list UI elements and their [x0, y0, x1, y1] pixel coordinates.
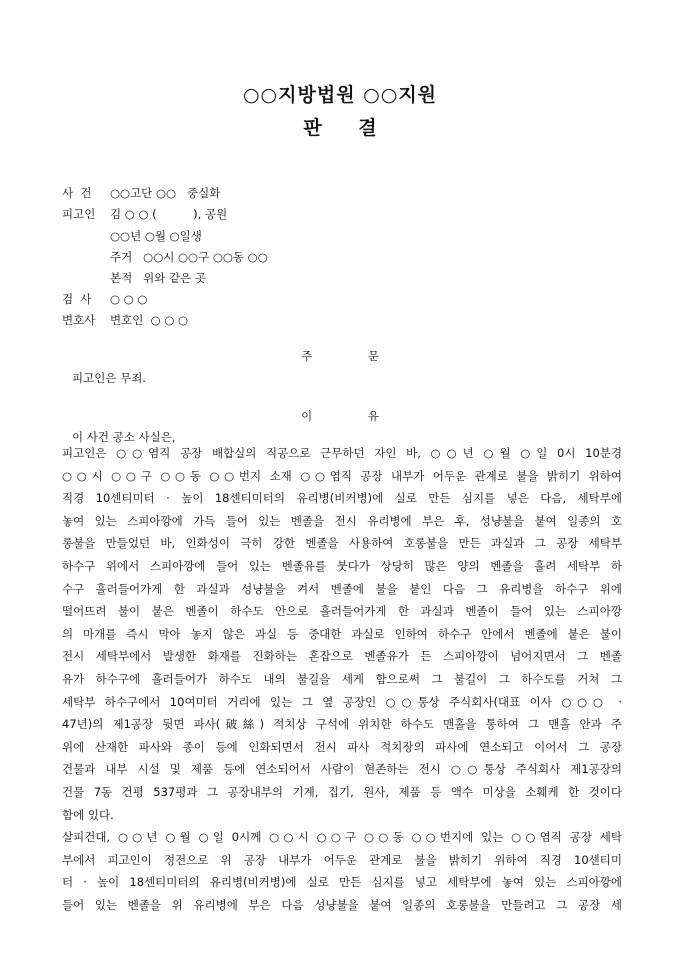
paragraph-line: 피고인은 ○○염직 공장 배합실의 직공으로 근무하던 자인 바, ○○년 ○월 ○일 0시 10분경 [62, 446, 622, 460]
defendant-address: 주거 ○○시 ○○구 ○○동 ○○ [110, 250, 268, 264]
defendant-row [62, 205, 227, 223]
paragraph-line: 하수구 위에서 스피아깡에 들어 있는 벤졸유를 붓다가 상당히 많은 양의 벤졸을 흘려 세탁부 하 [62, 558, 622, 573]
defendant-domicile: 본적 위와 같은 곳 [110, 271, 207, 285]
paragraph-line: 위에 산재한 파사와 종이 등에 인화되면서 전시 파사 적치장의 파사에 연소되고 이어서 그 공장 [62, 739, 622, 754]
lawyer-row [62, 311, 188, 329]
paragraph-line: 함에 있다. [62, 807, 114, 822]
prosecutor-label: 검 사 [62, 292, 92, 306]
defendant-label: 피고인 [62, 207, 96, 221]
paragraph-line: 롱불을 만들었던 바, 인화성이 극히 강한 벤졸을 사용하여 호롱불을 만든 과실과 그 공장 세탁부 [62, 536, 622, 551]
paragraph-line: 살피건대, ○○년 ○월 ○일 0시께 ○○시 ○○구 ○○동 ○○번지에 있는 ○○염직 공장 세탁 [62, 830, 622, 844]
order-text: 피고인은 무죄. [72, 371, 146, 385]
paragraph-line: 직경 10센티미터 · 높이 18센티미터의 유리병(비커병)에 실로 만든 심지를 넣은 다음, 세탁부에 [62, 491, 622, 506]
reasons-paragraph-1 [62, 442, 622, 826]
case-row [62, 184, 220, 202]
lawyer-value: 변호인 ○ ○ ○ [110, 313, 189, 327]
paragraph-line: ○○시 ○○구 ○○동 ○○번지 소재 ○○염직 공장 내부가 어두운 관계로 불을 밝히기 위하여 [62, 468, 622, 483]
prosecutor-value: ○ ○ ○ [110, 292, 148, 306]
court-name: ○○지방법원 ○○지원 [242, 84, 438, 106]
defendant-value: 김 ○ ○ ( ), 공원 [110, 207, 228, 221]
reasons-paragraph-2 [62, 826, 622, 916]
paragraph-line: 수구 흘러들어가게 한 과실과 성냥불을 켜서 벤졸에 불을 붙인 다음 그 유리병을 하수구 위에 [62, 581, 622, 596]
paragraph-line: 47년)의 제1공장 뒷면 파사(破絲) 적치상 구석에 위치한 하수도 맨홀을 통하여 그 맨홀 안과 주 [62, 717, 622, 732]
document-type-title: 판 결 [303, 117, 377, 139]
lawyer-label: 변호사 [62, 313, 96, 327]
order-heading: 주 문 [301, 349, 379, 363]
case-label: 사 건 [62, 186, 92, 200]
paragraph-line: 전시 세탁부에서 발생한 화재를 진화하는 혼잡으로 벤졸유가 든 스피아깡이 넘어지면서 그 벤졸 [62, 649, 622, 664]
reasons-heading: 이 유 [301, 409, 379, 423]
paragraph-line: 유가 하수구에 흘러들어가 하수도 내의 불길을 세게 함으로써 그 불길이 그 하수도를 거쳐 그 [62, 671, 622, 686]
paragraph-line: 놓여 있는 스피아깡에 가득 들어 있는 벤졸을 전시 유리병에 부은 후, 성냥불을 붙여 일종의 호 [62, 513, 622, 528]
paragraph-line: 부에서 피고인이 정전으로 위 공장 내부가 어두운 관계로 불을 밝히기 위하여 직경 10센티미 [62, 852, 622, 867]
reasons-intro: 이 사건 공소 사실은, [72, 430, 176, 444]
paragraph-line: 터 · 높이 18센티미터의 유리병(비커병)에 실로 만든 심지를 넣고 세탁부에 놓여 있는 스피아깡에 [62, 875, 622, 890]
case-value: ○○고단 ○○ 중실화 [110, 186, 221, 200]
paragraph-line: 건물 7동 건평 537평과 그 공장내부의 기계, 집기, 원사, 제품 등 액수 미상을 소훼케 한 것이다 [62, 784, 622, 799]
defendant-birth: ○○년 ○월 ○일생 [110, 229, 202, 243]
paragraph-line: 의 마개를 즉시 막아 놓지 않은 과실 등 중대한 과실로 인하여 하수구 안에서 벤졸에 붙은 불이 [62, 626, 622, 641]
paragraph-line: 들어 있는 벤졸을 위 유리병에 부은 다음 성냥불을 붙여 일종의 호롱불을 만들려고 그 공장 세 [62, 897, 622, 912]
paragraph-line: 떨어뜨려 불이 붙은 벤졸이 하수도 안으로 흘러들어가게 한 과실과 벤졸이 들어 있는 스피아깡 [62, 604, 622, 619]
prosecutor-row [62, 290, 147, 308]
paragraph-line: 건물과 내부 시설 및 제품 등에 연소되어서 사람이 현존하는 전시 ○○통상 주식회사 제1공장의 [62, 762, 622, 777]
paragraph-line: 세탁부 하수구에서 10여미터 거리에 있는 그 옆 공장인 ○○통상 주식회사(대표 이사 ○○○ · [62, 694, 622, 709]
